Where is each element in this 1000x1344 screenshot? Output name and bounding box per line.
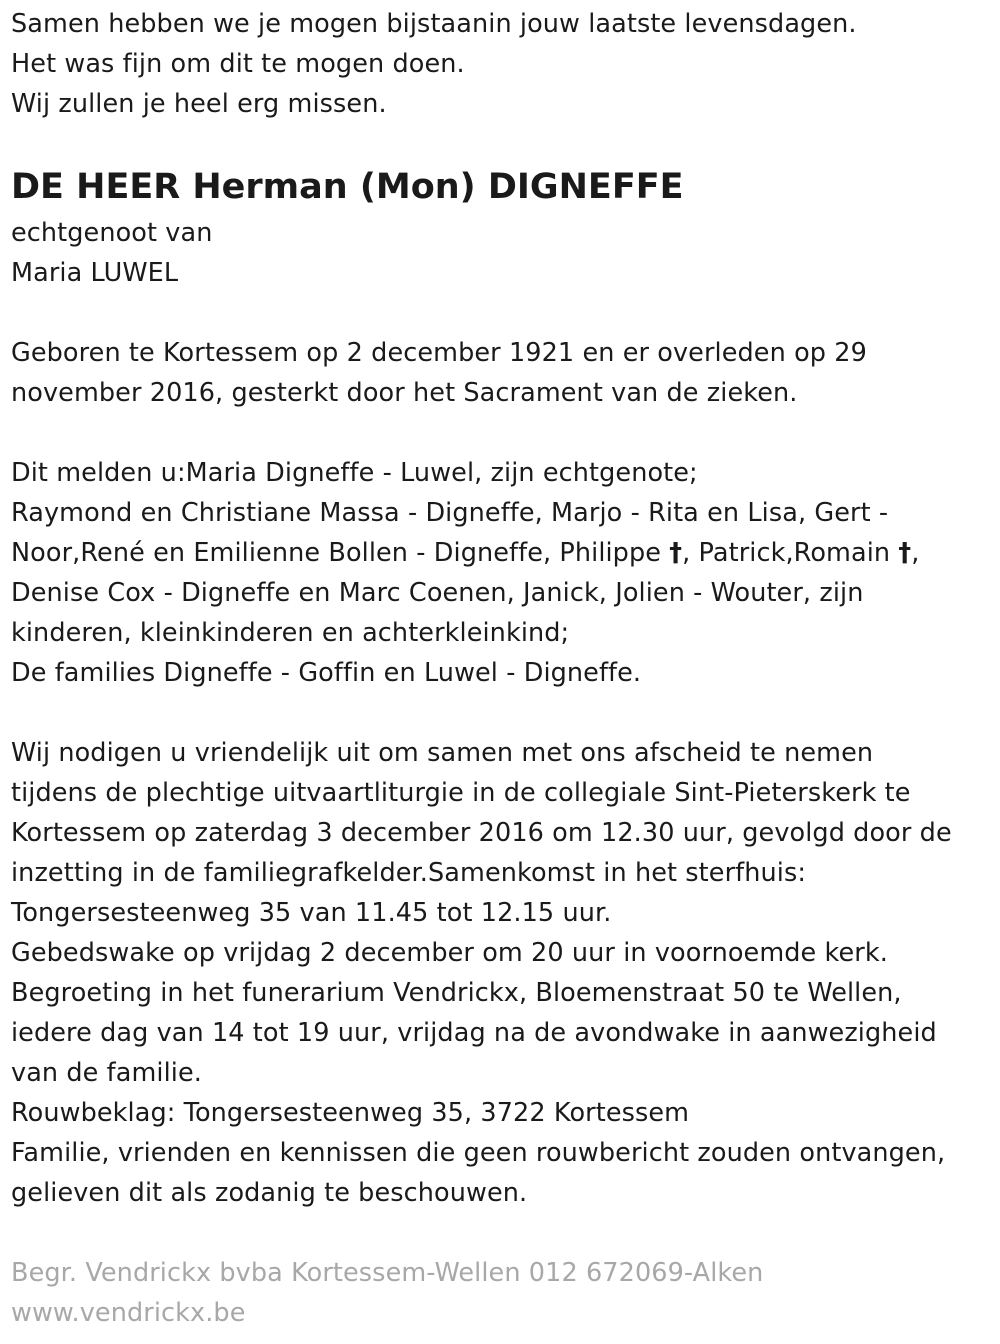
spouse-block [11, 213, 213, 293]
family-line-part: , [911, 538, 920, 568]
invitation-line: iedere dag van 14 tot 19 uur, vrijdag na de avondwake in aanwezigheid [11, 1018, 937, 1048]
deceased-name: DE HEER Herman (Mon) DIGNEFFE [11, 167, 684, 207]
birth-line: november 2016, gesterkt door het Sacrament van de zieken. [11, 378, 798, 408]
family-line-part: Noor,René en Emilienne Bollen - Digneffe, Philippe [11, 538, 670, 568]
invitation-line: Gebedswake op vrijdag 2 december om 20 uur in voornoemde kerk. [11, 938, 888, 968]
cross-icon: † [898, 538, 912, 568]
cross-icon: † [669, 538, 683, 568]
invitation-line: Wij nodigen u vriendelijk uit om samen met ons afscheid te nemen [11, 738, 874, 768]
birth-death-text [11, 333, 867, 413]
invitation-line: tijdens de plechtige uitvaartliturgie in de collegiale Sint-Pieterskerk te [11, 778, 911, 808]
invitation-line: gelieven dit als zodanig te beschouwen. [11, 1178, 528, 1208]
family-line: Denise Cox - Digneffe en Marc Coenen, Janick, Jolien - Wouter, zijn [11, 578, 864, 608]
invitation-line: Begroeting in het funerarium Vendrickx, Bloemenstraat 50 te Wellen, [11, 978, 902, 1008]
invitation-line: Rouwbeklag: Tongersesteenweg 35, 3722 Kortessem [11, 1098, 690, 1128]
spouse-name: Maria LUWEL [11, 258, 179, 288]
family-line [11, 533, 919, 573]
family-line: De families Digneffe - Goffin en Luwel - Digneffe. [11, 658, 642, 688]
family-line: Dit melden u:Maria Digneffe - Luwel, zijn echtgenote; [11, 458, 698, 488]
family-line-part: , Patrick,Romain [682, 538, 899, 568]
invitation-line: Familie, vrienden en kennissen die geen rouwbericht zouden ontvangen, [11, 1138, 946, 1168]
intro-text [11, 4, 857, 124]
invitation-line: Tongersesteenweg 35 van 11.45 tot 12.15 uur. [11, 898, 612, 928]
invitation-line: Kortessem op zaterdag 3 december 2016 om 12.30 uur, gevolgd door de [11, 818, 952, 848]
funeral-home-info: Begr. Vendrickx bvba Kortessem-Wellen 012 672069-Alken [11, 1258, 764, 1288]
funeral-home-footer [11, 1253, 763, 1333]
intro-line: Wij zullen je heel erg missen. [11, 89, 387, 119]
relation-label: echtgenoot van [11, 218, 213, 248]
funeral-invitation [11, 733, 952, 1213]
birth-line: Geboren te Kortessem op 2 december 1921 en er overleden op 29 [11, 338, 867, 368]
invitation-line: inzetting in de familiegrafkelder.Samenkomst in het sterfhuis: [11, 858, 807, 888]
intro-line: Samen hebben we je mogen bijstaanin jouw laatste levensdagen. [11, 9, 857, 39]
family-line: Raymond en Christiane Massa - Digneffe, Marjo - Rita en Lisa, Gert - [11, 498, 889, 528]
invitation-line: van de familie. [11, 1058, 202, 1088]
family-announcement [11, 453, 919, 693]
family-line: kinderen, kleinkinderen en achterkleinkind; [11, 618, 570, 648]
intro-line: Het was fijn om dit te mogen doen. [11, 49, 465, 79]
funeral-home-website: www.vendrickx.be [11, 1298, 246, 1328]
